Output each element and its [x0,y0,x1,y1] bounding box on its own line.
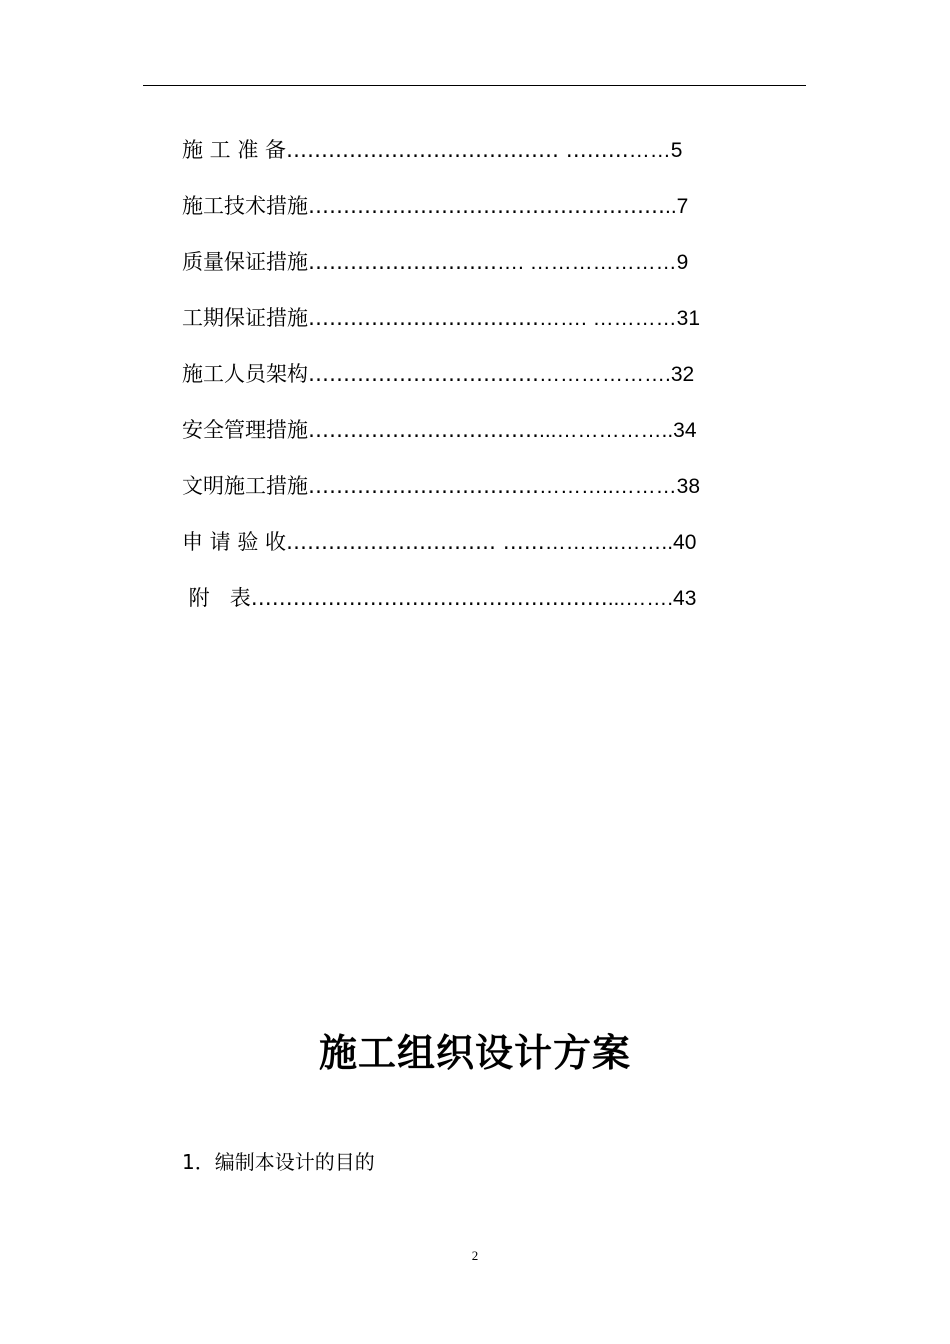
toc-item-leader: …………………………… [308,474,539,498]
toc-item-leader: …………………………………………… [308,194,665,218]
toc-item-label: 施工人员架构 [182,362,308,386]
document-title: 施工组织设计方案 [318,1030,631,1075]
toc-item-leader: …………………………… [308,306,539,330]
toc-item-leader: ………………………… …… [286,530,545,554]
toc-item-leader: …………………………………………… [250,586,608,610]
toc-item-page: ………..………38 [539,475,701,498]
toc-item-page: ……. …………31 [539,307,701,330]
toc-item-schedule-measures[interactable] [182,298,802,354]
toc-item-label: 附 表 [182,586,251,610]
toc-item-appendix[interactable] [182,578,802,634]
toc-item-page: ..7 [665,195,689,218]
toc-item-staff-structure[interactable] [182,354,802,410]
toc-item-label: 质量保证措施 [182,250,308,274]
toc-item-page: ………..……..40 [544,531,697,554]
toc-item-leader: ……………………… [308,250,497,274]
table-of-contents [182,130,802,634]
toc-item-label: 申 请 验 收 [182,530,287,554]
toc-item-label: 施工技术措施 [182,194,308,218]
toc-item-construction-preparation[interactable] [182,130,802,186]
toc-item-leader: …………………………… [308,362,539,386]
toc-item-leader: …………………………… [308,418,539,442]
section-heading: 1．编制本设计的目的 [182,1150,375,1174]
header-rule [143,85,806,86]
toc-item-label: 工期保证措施 [182,306,308,330]
toc-item-page: ...…….43 [607,587,697,610]
toc-item-label: 安全管理措施 [182,418,308,442]
toc-item-leader: ………………………………… ……… [286,138,629,162]
toc-item-page: ……5 [628,139,683,162]
page-number: 2 [471,1248,479,1263]
toc-item-page: ...……………..34 [539,419,697,442]
toc-item-label: 施 工 准 备 [182,138,287,162]
toc-item-safety-measures[interactable] [182,410,802,466]
toc-item-acceptance-application[interactable] [182,522,802,578]
toc-item-page: ……………….32 [539,363,695,386]
toc-item-page: …. …………………9 [497,251,689,274]
toc-item-technical-measures[interactable] [182,186,802,242]
toc-item-civilized-construction[interactable] [182,466,802,522]
toc-item-label: 文明施工措施 [182,474,308,498]
toc-item-quality-measures[interactable] [182,242,802,298]
